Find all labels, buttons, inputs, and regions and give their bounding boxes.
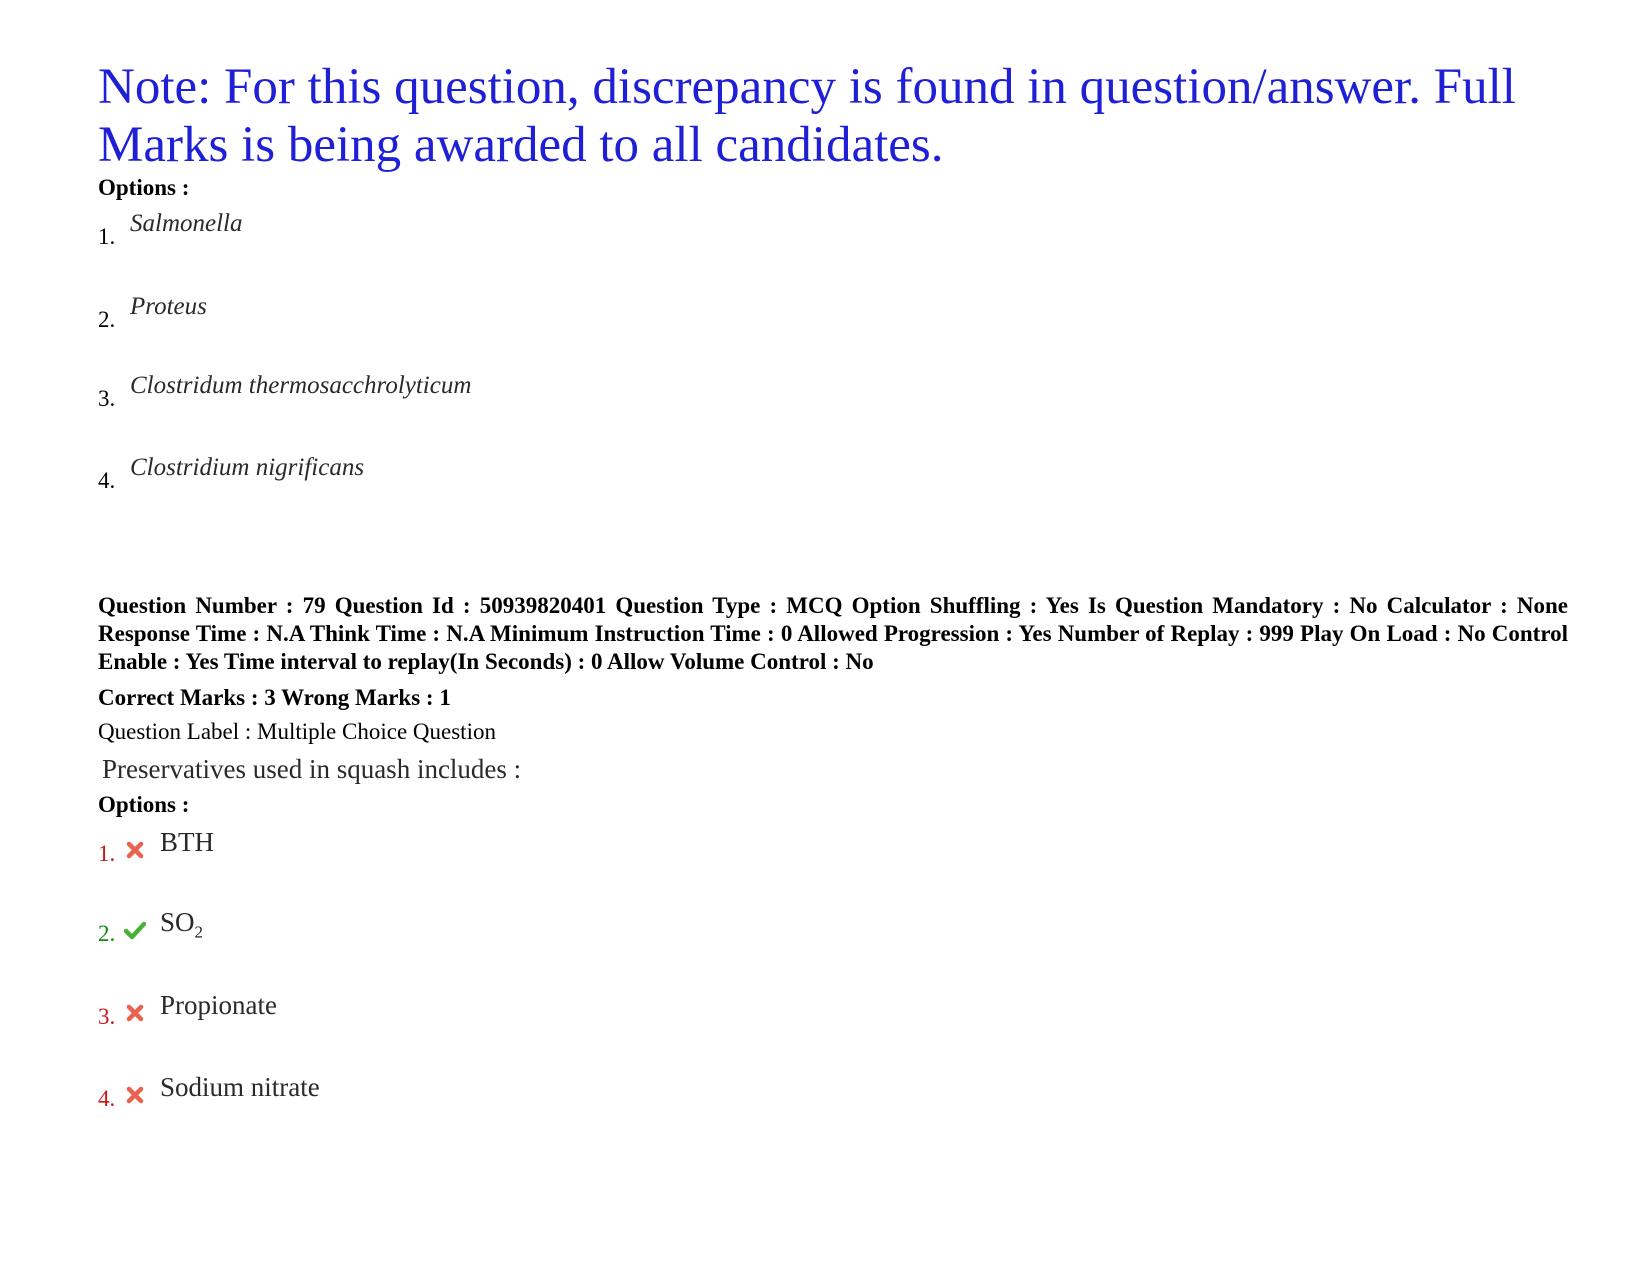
option-text: Propionate — [160, 990, 277, 1020]
discrepancy-note: Note: For this question, discrepancy is found in question/answer. Full Marks is being awarded to all candidates. — [98, 59, 1516, 173]
option-text: Sodium nitrate — [160, 1072, 320, 1102]
option-text: Clostridium nigrificans — [130, 454, 365, 481]
question-metadata: Question Number : 79 Question Id : 50939820401 Question Type : MCQ Option Shuffling : Yes Is Question Mandatory : No Calculator : None Response Time : N.A Think Time : N.A Minimum Instruction Time : 0 Allowed Progression : Yes Number of Replay : 999 Play On Load : No Control Enable : Yes Time interval to replay(In Seconds) : 0 Allow Volume Control : No — [98, 593, 1568, 674]
cross-icon — [124, 1084, 146, 1106]
question-marks: Correct Marks : 3 Wrong Marks : 1 — [98, 685, 451, 710]
question-label: Question Label : Multiple Choice Question — [98, 719, 496, 744]
option-number: 4. — [98, 1086, 116, 1111]
option-number: 1. — [98, 841, 116, 866]
option-number: 2. — [98, 307, 116, 332]
option-text — [160, 907, 203, 942]
option-number: 2. — [98, 921, 116, 946]
option-text: BTH — [160, 827, 214, 857]
options-heading: Options : — [98, 792, 190, 817]
option-text: Clostridum thermosacchrolyticum — [130, 372, 472, 399]
option-number: 3. — [98, 386, 116, 411]
option-text-main: SO — [160, 907, 195, 937]
option-number: 4. — [98, 468, 116, 493]
cross-icon — [124, 1002, 146, 1024]
option-number: 3. — [98, 1004, 116, 1029]
option-text-subscript: 2 — [194, 922, 204, 942]
cross-icon — [124, 839, 146, 861]
question-text: Preservatives used in squash includes : — [102, 754, 522, 784]
option-number: 1. — [98, 224, 116, 249]
options-heading: Options : — [98, 175, 190, 200]
option-text: Proteus — [130, 293, 207, 320]
option-text: Salmonella — [130, 210, 243, 237]
check-icon — [124, 919, 146, 941]
